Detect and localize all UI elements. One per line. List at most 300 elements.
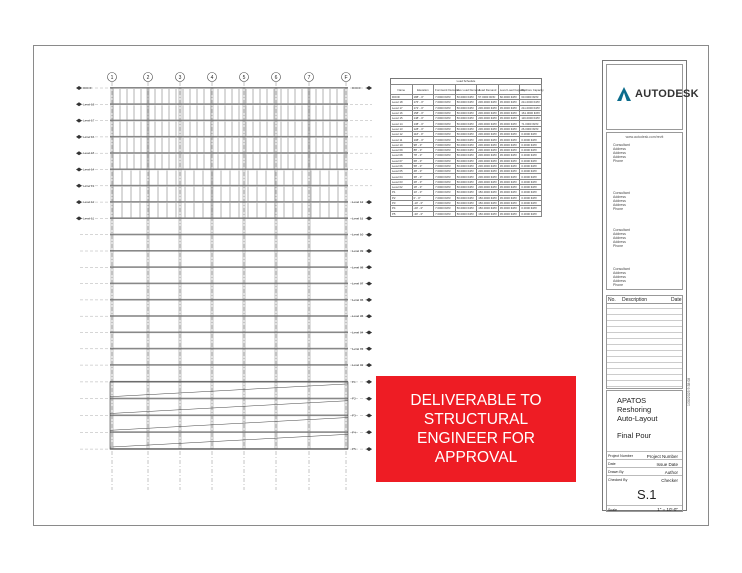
- load-schedule-cell: -10' - 0": [412, 200, 434, 205]
- grid-label: 6: [274, 75, 278, 81]
- consultant-entry: Consultant Address Address Address Phone: [613, 228, 630, 248]
- load-schedule-cell: 138' - 0": [412, 121, 434, 126]
- load-schedule-cell: 45.0000 lbf/ft²: [498, 179, 520, 184]
- load-schedule-cell: 0.0000 lbf/ft²: [520, 174, 542, 179]
- load-schedule-cell: 172' - 0": [412, 105, 434, 110]
- load-schedule-cell: Level 13: [391, 126, 413, 131]
- load-schedule-cell: 0.0000 lbf/ft²: [520, 211, 542, 216]
- load-schedule-cell: 50.0000 lbf/ft²: [455, 142, 477, 147]
- load-schedule-cell: 50.0000 lbf/ft²: [455, 121, 477, 126]
- load-schedule-cell: 88' - 0": [412, 147, 434, 152]
- level-label: Level 15: [83, 151, 95, 156]
- load-schedule-cell: 10' - 0": [412, 190, 434, 195]
- load-schedule-cell: 206.0000 lbf/ft²: [478, 105, 497, 110]
- load-schedule-cell: 0.0000 lbf/ft²: [520, 200, 542, 205]
- level-marker-icon: [366, 380, 372, 384]
- grid-label: 3: [178, 75, 182, 81]
- load-schedule-cell: 50.0000 lbf/ft²: [455, 105, 477, 110]
- load-schedule-cell: -30' - 0": [412, 211, 434, 216]
- load-schedule-cell: 150.0000 lbf/ft²: [478, 195, 497, 200]
- revision-row: [607, 332, 682, 333]
- level-label: P3: [352, 413, 356, 418]
- load-schedule-cell: 148' - 0": [412, 116, 434, 121]
- level-marker-icon: [366, 414, 372, 418]
- load-schedule-cell: 7.0000 lbf/ft²: [434, 95, 456, 100]
- load-schedule-column-header: Formwork Demand: [434, 85, 456, 95]
- level-marker-icon: [76, 135, 82, 139]
- load-schedule-cell: 150.0000 lbf/ft²: [478, 211, 497, 216]
- level-marker-icon: [76, 168, 82, 172]
- load-schedule-cell: 206.0000 lbf/ft²: [478, 100, 497, 105]
- load-schedule-title: Load Schedule: [390, 78, 542, 84]
- load-schedule-cell: 60.0000 lbf/ft²: [520, 95, 542, 100]
- building-section-drawing[interactable]: [70, 70, 382, 495]
- load-schedule-column-header: Level Load Capacity: [498, 85, 520, 95]
- grid-label: 1: [110, 75, 114, 81]
- load-schedule-cell: Level 06: [391, 163, 413, 168]
- revision-row: [607, 380, 682, 381]
- load-schedule-cell: 28' - 0": [412, 179, 434, 184]
- slab: [110, 315, 348, 317]
- consultant-entry: Consultant Address Address Address Phone: [613, 143, 630, 163]
- load-schedule-cell: 45.0000 lbf/ft²: [498, 169, 520, 174]
- brand-name: AUTODESK: [635, 88, 699, 100]
- ramp: [110, 418, 348, 431]
- revision-row: [607, 386, 682, 387]
- level-marker-icon: [366, 200, 372, 204]
- load-schedule-cell: 7.0000 lbf/ft²: [434, 174, 456, 179]
- load-schedule-cell: 7.0000 lbf/ft²: [434, 158, 456, 163]
- load-schedule-cell: 50.0000 lbf/ft²: [455, 126, 477, 131]
- load-schedule-cell: 7.0000 lbf/ft²: [434, 169, 456, 174]
- load-schedule-cell: 0.0000 lbf/ft²: [520, 169, 542, 174]
- load-schedule-cell: 45.0000 lbf/ft²: [498, 105, 520, 110]
- load-schedule-cell: 45.0000 lbf/ft²: [498, 100, 520, 105]
- level-label: P1: [352, 379, 356, 384]
- load-schedule-cell: 0.0000 lbf/ft²: [520, 147, 542, 152]
- load-schedule-cell: 0.0000 lbf/ft²: [520, 137, 542, 142]
- slab: [110, 250, 348, 252]
- level-marker-icon: [366, 430, 372, 434]
- load-schedule-cell: 7.0000 lbf/ft²: [434, 179, 456, 184]
- load-schedule-cell: Level 04: [391, 174, 413, 179]
- scale-row: [607, 505, 682, 514]
- grid-label: F: [344, 75, 348, 81]
- ramp: [110, 384, 348, 397]
- level-marker-icon: [76, 200, 82, 204]
- load-schedule-cell: 206.0000 lbf/ft²: [478, 116, 497, 121]
- load-schedule-cell: 50.0000 lbf/ft²: [455, 195, 477, 200]
- load-schedule-cell: 50.0000 lbf/ft²: [455, 190, 477, 195]
- revision-row: [607, 362, 682, 363]
- ramp: [110, 401, 348, 414]
- level-label: Level 09: [352, 249, 364, 253]
- load-schedule-cell: 158' - 0": [412, 110, 434, 115]
- slab: [110, 415, 348, 417]
- load-schedule-cell: 211.0000 lbf/ft²: [521, 105, 540, 110]
- load-schedule-cell: 0.0000 lbf/ft²: [520, 163, 542, 168]
- load-schedule-cell: 50.0000 lbf/ft²: [455, 158, 477, 163]
- load-schedule-cell: 50.0000 lbf/ft²: [455, 110, 477, 115]
- slab: [110, 185, 348, 187]
- level-label: ROOF: [83, 86, 92, 90]
- load-schedule-cell: 50.0000 lbf/ft²: [455, 179, 477, 184]
- level-label: P4: [352, 430, 356, 435]
- load-schedule-cell: 0.0000 lbf/ft²: [520, 142, 542, 147]
- load-schedule-cell: 0.0000 lbf/ft²: [520, 153, 542, 158]
- load-schedule-cell: 60.0000 lbf/ft²: [498, 95, 520, 100]
- autodesk-logo-icon: [617, 87, 631, 101]
- project-info-panel: [606, 390, 683, 512]
- level-label: P2: [352, 396, 356, 401]
- load-schedule-cell: 50.0000 lbf/ft²: [455, 206, 477, 211]
- load-schedule-cell: 7.0000 lbf/ft²: [434, 121, 456, 126]
- level-marker-icon: [76, 102, 82, 106]
- grid-label: 7: [307, 75, 311, 81]
- revision-row: [607, 356, 682, 357]
- grid-label: 4: [210, 75, 214, 81]
- level-marker-icon: [366, 249, 372, 253]
- load-schedule-cell: 0.0000 lbf/ft²: [520, 132, 542, 137]
- level-label: Level 10: [352, 232, 364, 237]
- load-schedule-cell: Level 07: [391, 158, 413, 163]
- load-schedule-cell: Level 09: [391, 147, 413, 152]
- load-schedule-table: [390, 84, 542, 217]
- revision-row: [607, 368, 682, 369]
- level-marker-icon: [366, 216, 372, 220]
- load-schedule-cell: Level 11: [391, 137, 413, 142]
- load-schedule-cell: ROOF: [391, 95, 413, 100]
- load-schedule-cell: 7.0000 lbf/ft²: [434, 105, 456, 110]
- revision-row: [607, 308, 682, 309]
- grid-label: 2: [146, 75, 150, 81]
- load-schedule-cell: 0.0000 lbf/ft²: [520, 206, 542, 211]
- load-schedule-column-header: Load Demand: [477, 85, 499, 95]
- load-schedule-cell: 150.0000 lbf/ft²: [478, 190, 497, 195]
- load-schedule-cell: 206.0000 lbf/ft²: [478, 142, 497, 147]
- level-label: Level 18: [83, 102, 95, 107]
- load-schedule-cell: 206.0000 lbf/ft²: [478, 158, 497, 163]
- date-stamp: 1/30/2025 9:38:08: [687, 377, 691, 406]
- slab: [110, 136, 348, 138]
- level-label: Level 08: [352, 265, 364, 270]
- load-schedule-cell: 7.0000 lbf/ft²: [434, 142, 456, 147]
- load-schedule-cell: P4: [391, 206, 413, 211]
- slab: [110, 201, 348, 203]
- load-schedule-cell: 50.0000 lbf/ft²: [455, 153, 477, 158]
- load-schedule-cell: Level 16: [391, 110, 413, 115]
- sheet-name: Final Pour: [617, 431, 652, 440]
- field-label: Project Number: [608, 454, 633, 458]
- load-schedule-cell: 150.0000 lbf/ft²: [478, 201, 497, 206]
- level-marker-icon: [366, 282, 372, 286]
- load-schedule-cell: Level 08: [391, 153, 413, 158]
- load-schedule-cell: 50.0000 lbf/ft²: [455, 95, 477, 100]
- level-marker-icon: [366, 233, 372, 237]
- scale-value: 1" = 10'-0": [657, 507, 678, 512]
- revisions-date-header: Date: [671, 297, 682, 303]
- level-label: Level 07: [352, 281, 364, 286]
- load-schedule-cell: 50.0000 lbf/ft²: [455, 100, 477, 105]
- load-schedule-cell: 45.0000 lbf/ft²: [498, 158, 520, 163]
- slab: [110, 120, 348, 122]
- level-label: Level 06: [352, 297, 364, 302]
- load-schedule-cell: 7.0000 lbf/ft²: [434, 116, 456, 121]
- load-schedule-cell: 118' - 0": [412, 132, 434, 137]
- load-schedule-cell: 48' - 0": [412, 169, 434, 174]
- level-label: Level 11: [352, 216, 364, 221]
- load-schedule: [390, 78, 542, 217]
- load-schedule-cell: 0.0000 lbf/ft²: [520, 185, 542, 190]
- level-marker-icon: [366, 298, 372, 302]
- load-schedule-cell: 7.0000 lbf/ft²: [434, 137, 456, 142]
- level-label: Level 13: [83, 183, 95, 188]
- field-value: Issue Date: [656, 462, 678, 467]
- level-label: Level 12: [83, 200, 95, 205]
- grid-label: 5: [242, 75, 246, 81]
- revisions-table: [606, 295, 683, 389]
- revisions-no-header: No.: [608, 297, 616, 303]
- level-marker-icon: [366, 347, 372, 351]
- field-value: Project Number: [646, 454, 678, 459]
- load-schedule-cell: 45.0000 lbf/ft²: [498, 195, 520, 200]
- slab: [110, 169, 348, 171]
- load-schedule-cell: 7.0000 lbf/ft²: [434, 200, 456, 205]
- load-schedule-cell: 45.0000 lbf/ft²: [498, 147, 520, 152]
- load-schedule-cell: 211.0000 lbf/ft²: [521, 100, 540, 105]
- revision-row: [607, 374, 682, 375]
- load-schedule-cell: 45.0000 lbf/ft²: [498, 200, 520, 205]
- autodesk-logo: [617, 87, 699, 101]
- section-svg: [70, 70, 382, 495]
- load-schedule-cell: 45.0000 lbf/ft²: [498, 121, 520, 126]
- field-value: Author: [664, 470, 678, 475]
- load-schedule-cell: 7.0000 lbf/ft²: [434, 206, 456, 211]
- load-schedule-cell: Level 02: [391, 185, 413, 190]
- level-label: Level 02: [352, 363, 364, 368]
- load-schedule-cell: 116.0000 lbf/ft²: [521, 116, 540, 121]
- load-schedule-cell: P5: [391, 211, 413, 216]
- slab: [110, 234, 348, 236]
- level-label: Level 17: [83, 118, 95, 123]
- load-schedule-cell: 7.0000 lbf/ft²: [434, 126, 456, 131]
- scale-label: Scale: [608, 508, 617, 512]
- load-schedule-cell: 45.0000 lbf/ft²: [498, 116, 520, 121]
- load-schedule-cell: 45.0000 lbf/ft²: [498, 132, 520, 137]
- level-marker-icon: [76, 151, 82, 155]
- load-schedule-cell: P1: [391, 190, 413, 195]
- load-schedule-cell: 206.0000 lbf/ft²: [478, 169, 497, 174]
- load-schedule-cell: 50.0000 lbf/ft²: [455, 200, 477, 205]
- load-schedule-cell: P3: [391, 200, 413, 205]
- slab: [110, 364, 348, 366]
- consultant-entry: Consultant Address Address Address Phone: [613, 267, 630, 287]
- load-schedule-cell: 0.0000 lbf/ft²: [520, 190, 542, 195]
- revision-row: [607, 314, 682, 315]
- load-schedule-cell: 50.0000 lbf/ft²: [455, 185, 477, 190]
- load-schedule-cell: 206.0000 lbf/ft²: [478, 111, 497, 116]
- level-label: Level 14: [83, 167, 95, 172]
- load-schedule-cell: 0.0000 lbf/ft²: [520, 158, 542, 163]
- project-name: APATOS Reshoring Auto-Layout: [617, 396, 658, 423]
- slab: [110, 398, 348, 400]
- load-schedule-cell: -20' - 0": [412, 206, 434, 211]
- load-schedule-row: [391, 211, 542, 216]
- load-schedule-cell: 68' - 0": [412, 158, 434, 163]
- load-schedule-cell: 45.0000 lbf/ft²: [498, 206, 520, 211]
- load-schedule-cell: 50.0000 lbf/ft²: [455, 116, 477, 121]
- load-schedule-cell: Level 14: [391, 121, 413, 126]
- revision-row: [607, 350, 682, 351]
- level-label: Level 11: [83, 216, 95, 221]
- load-schedule-cell: 45.0000 lbf/ft²: [498, 211, 520, 216]
- load-schedule-cell: 128' - 0": [412, 126, 434, 131]
- load-schedule-cell: 150.0000 lbf/ft²: [478, 206, 497, 211]
- load-schedule-cell: Level 15: [391, 116, 413, 121]
- level-label: Level 05: [352, 314, 364, 319]
- load-schedule-cell: 45.0000 lbf/ft²: [498, 174, 520, 179]
- load-schedule-cell: 206.0000 lbf/ft²: [478, 164, 497, 168]
- load-schedule-cell: 206.0000 lbf/ft²: [478, 137, 497, 142]
- load-schedule-cell: Level 10: [391, 142, 413, 147]
- load-schedule-cell: 206.0000 lbf/ft²: [478, 153, 497, 158]
- load-schedule-cell: 188' - 0": [412, 95, 434, 100]
- load-schedule-cell: P2: [391, 195, 413, 200]
- load-schedule-cell: 206.0000 lbf/ft²: [478, 121, 497, 126]
- load-schedule-cell: 0' - 0": [412, 195, 434, 200]
- revision-row: [607, 326, 682, 327]
- load-schedule-cell: 7.0000 lbf/ft²: [434, 195, 456, 200]
- level-marker-icon: [366, 363, 372, 367]
- load-schedule-cell: 7.0000 lbf/ft²: [434, 163, 456, 168]
- approval-banner: [376, 376, 576, 482]
- load-schedule-cell: 45.0000 lbf/ft²: [498, 163, 520, 168]
- checked-by-row: [607, 475, 682, 484]
- level-label: Level 03: [352, 346, 364, 351]
- slab: [110, 87, 348, 89]
- load-schedule-cell: 98' - 0": [412, 142, 434, 147]
- revision-row: [607, 344, 682, 345]
- load-schedule-cell: 7.0000 lbf/ft²: [434, 190, 456, 195]
- level-marker-icon: [366, 265, 372, 269]
- load-schedule-column-header: Name: [391, 85, 413, 95]
- field-label: Checked By: [608, 478, 628, 482]
- level-marker-icon: [366, 331, 372, 335]
- load-schedule-cell: 7.0000 lbf/ft²: [434, 100, 456, 105]
- load-schedule-cell: 38' - 0": [412, 174, 434, 179]
- load-schedule-cell: Level 12: [391, 132, 413, 137]
- slab: [110, 431, 348, 433]
- slab: [110, 103, 348, 105]
- consultant-entry: Consultant Address Address Address Phone: [613, 191, 630, 211]
- load-schedule-cell: 7.0000 lbf/ft²: [434, 185, 456, 190]
- load-schedule-column-header: Reshore Capacity: [520, 85, 542, 95]
- consultants-panel: [606, 132, 683, 290]
- load-schedule-cell: 50.0000 lbf/ft²: [455, 132, 477, 137]
- load-schedule-column-header: Elevation: [412, 85, 434, 95]
- level-marker-icon: [366, 314, 372, 318]
- level-label: ROOF: [352, 86, 361, 90]
- ramp: [110, 434, 348, 447]
- brand-url: www.autodesk.com/revit: [625, 135, 664, 139]
- level-label: P5: [352, 447, 356, 452]
- revision-row: [607, 320, 682, 321]
- load-schedule-cell: 45.0000 lbf/ft²: [498, 137, 520, 142]
- load-schedule-cell: 45.0000 lbf/ft²: [498, 142, 520, 147]
- load-schedule-cell: 26.0000 lbf/ft²: [520, 126, 542, 131]
- load-schedule-cell: 7.0000 lbf/ft²: [434, 211, 456, 216]
- load-schedule-cell: 7.0000 lbf/ft²: [434, 147, 456, 152]
- load-schedule-cell: 176' - 0": [412, 100, 434, 105]
- level-label: Level 16: [83, 134, 95, 139]
- load-schedule-cell: 7.0000 lbf/ft²: [434, 110, 456, 115]
- load-schedule-cell: 71.0000 lbf/ft²: [520, 121, 542, 126]
- load-schedule-cell: 50.0000 lbf/ft²: [455, 137, 477, 142]
- load-schedule-cell: 50.0000 lbf/ft²: [455, 174, 477, 179]
- load-schedule-cell: Level 17: [391, 105, 413, 110]
- revisions-header: [607, 296, 682, 304]
- load-schedule-cell: 45.0000 lbf/ft²: [498, 126, 520, 131]
- slab: [110, 299, 348, 301]
- load-schedule-cell: 7.0000 lbf/ft²: [434, 132, 456, 137]
- sheet-number: S.1: [637, 487, 657, 502]
- slab: [110, 152, 348, 154]
- load-schedule-cell: 0.0000 lbf/ft²: [520, 179, 542, 184]
- revision-row: [607, 338, 682, 339]
- logo-panel: [606, 64, 699, 130]
- load-schedule-cell: 45.0000 lbf/ft²: [498, 185, 520, 190]
- load-schedule-cell: 78' - 0": [412, 153, 434, 158]
- load-schedule-cell: 50.0000 lbf/ft²: [455, 211, 477, 216]
- slab: [110, 332, 348, 334]
- approval-banner-text: DELIVERABLE TO STRUCTURAL ENGINEER FOR APPROVAL: [410, 392, 542, 466]
- load-schedule-cell: 161.0000 lbf/ft²: [521, 111, 541, 116]
- slab: [110, 266, 348, 268]
- load-schedule-cell: 50.0000 lbf/ft²: [455, 147, 477, 152]
- field-label: Date: [608, 462, 616, 466]
- load-schedule-cell: Level 03: [391, 179, 413, 184]
- slab: [110, 348, 348, 350]
- level-marker-icon: [366, 397, 372, 401]
- level-marker-icon: [366, 447, 372, 451]
- load-schedule-cell: 45.0000 lbf/ft²: [498, 110, 520, 115]
- load-schedule-cell: 206.0000 lbf/ft²: [478, 185, 497, 190]
- field-value: Checker: [661, 478, 678, 483]
- load-schedule-cell: 7.0000 lbf/ft²: [434, 153, 456, 158]
- field-label: Drawn By: [608, 470, 624, 474]
- load-schedule-cell: Level 18: [391, 100, 413, 105]
- load-schedule-cell: 0.0000 lbf/ft²: [520, 195, 542, 200]
- level-label: Level 12: [352, 200, 364, 205]
- load-schedule-cell: 206.0000 lbf/ft²: [478, 179, 497, 184]
- level-label: Level 04: [352, 330, 364, 335]
- load-schedule-cell: 58' - 0": [412, 163, 434, 168]
- revisions-description-header: Description: [622, 297, 648, 303]
- load-schedule-cell: 206.0000 lbf/ft²: [478, 126, 497, 131]
- slab: [110, 283, 348, 285]
- load-schedule-cell: 57.0000 lbf/ft²: [477, 95, 499, 100]
- load-schedule-cell: 108' - 0": [412, 137, 434, 142]
- load-schedule-cell: Level 05: [391, 169, 413, 174]
- load-schedule-cell: 206.0000 lbf/ft²: [478, 148, 497, 153]
- level-marker-icon: [76, 86, 82, 90]
- load-schedule-cell: 206.0000 lbf/ft²: [478, 132, 497, 137]
- load-schedule-cell: 45.0000 lbf/ft²: [498, 153, 520, 158]
- load-schedule-cell: 45.0000 lbf/ft²: [498, 190, 520, 195]
- load-schedule-cell: 50.0000 lbf/ft²: [455, 163, 477, 168]
- load-schedule-cell: 18' - 0": [412, 185, 434, 190]
- load-schedule-cell: 206.0000 lbf/ft²: [478, 174, 497, 179]
